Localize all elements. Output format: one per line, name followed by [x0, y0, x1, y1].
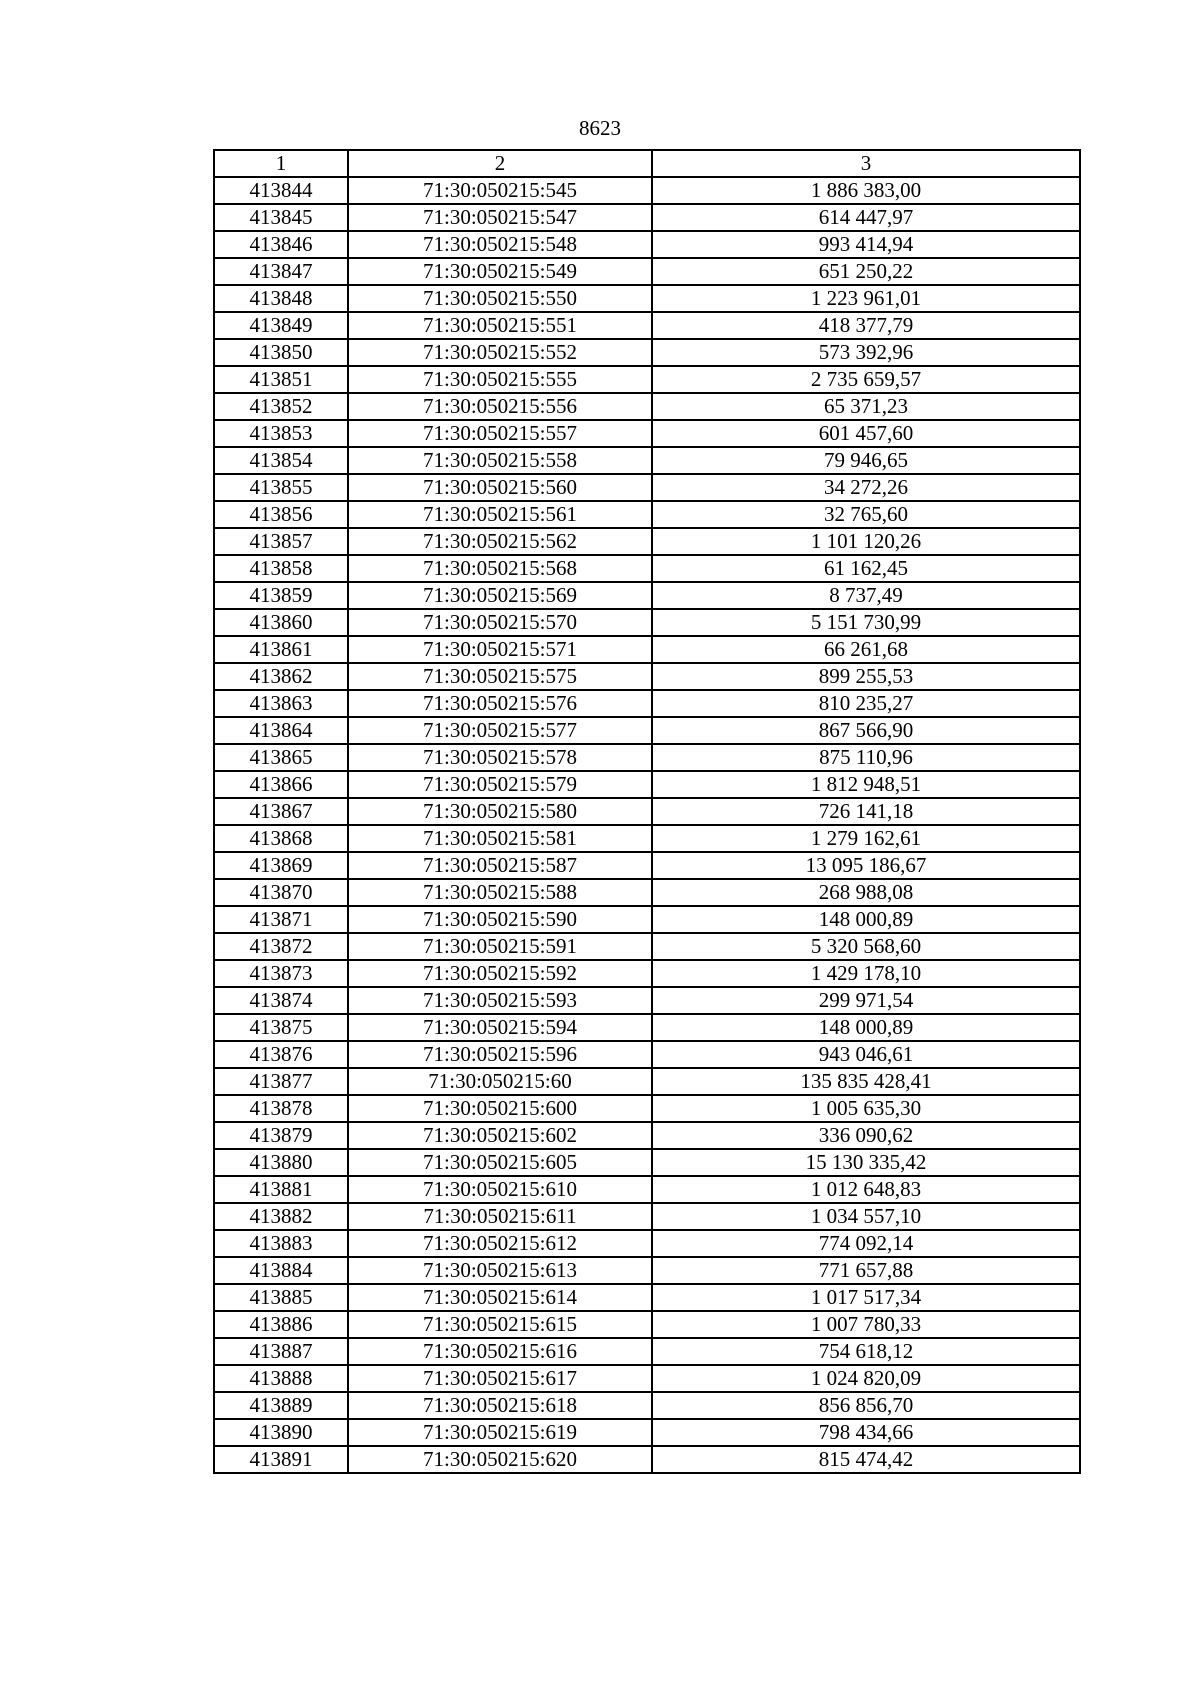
table-row: [214, 609, 1080, 636]
cadastral-number-cell: 71:30:050215:619: [348, 1419, 652, 1446]
table-row: [214, 582, 1080, 609]
table-row: [214, 933, 1080, 960]
column-header-1: 1: [214, 150, 348, 177]
cadastral-number-cell: 71:30:050215:618: [348, 1392, 652, 1419]
row-number-cell: 413861: [214, 636, 348, 663]
table-row: [214, 690, 1080, 717]
row-number-cell: 413866: [214, 771, 348, 798]
table-row: [214, 1446, 1080, 1473]
cadastral-number-cell: 71:30:050215:576: [348, 690, 652, 717]
cadastral-number-cell: 71:30:050215:549: [348, 258, 652, 285]
cadastral-value-cell: 1 005 635,30: [652, 1095, 1080, 1122]
cadastral-value-cell: 573 392,96: [652, 339, 1080, 366]
cadastral-value-cell: 66 261,68: [652, 636, 1080, 663]
table-row: [214, 258, 1080, 285]
cadastral-number-cell: 71:30:050215:602: [348, 1122, 652, 1149]
table-row: [214, 1257, 1080, 1284]
table-row: [214, 987, 1080, 1014]
row-number-cell: 413875: [214, 1014, 348, 1041]
table-row: [214, 1365, 1080, 1392]
cadastral-value-cell: 268 988,08: [652, 879, 1080, 906]
table-row: [214, 1068, 1080, 1095]
row-number-cell: 413857: [214, 528, 348, 555]
table-row: [214, 960, 1080, 987]
row-number-cell: 413847: [214, 258, 348, 285]
row-number-cell: 413872: [214, 933, 348, 960]
table-body: [214, 177, 1080, 1473]
cadastral-value-cell: 418 377,79: [652, 312, 1080, 339]
cadastral-number-cell: 71:30:050215:571: [348, 636, 652, 663]
cadastral-value-cell: 651 250,22: [652, 258, 1080, 285]
table-row: [214, 1338, 1080, 1365]
row-number-cell: 413848: [214, 285, 348, 312]
row-number-cell: 413885: [214, 1284, 348, 1311]
cadastral-value-cell: 601 457,60: [652, 420, 1080, 447]
row-number-cell: 413858: [214, 555, 348, 582]
cadastral-number-cell: 71:30:050215:594: [348, 1014, 652, 1041]
cadastral-value-cell: 15 130 335,42: [652, 1149, 1080, 1176]
table-row: [214, 636, 1080, 663]
cadastral-number-cell: 71:30:050215:596: [348, 1041, 652, 1068]
row-number-cell: 413877: [214, 1068, 348, 1095]
table-row: [214, 555, 1080, 582]
table-row: [214, 312, 1080, 339]
cadastral-value-cell: 1 812 948,51: [652, 771, 1080, 798]
cadastral-value-cell: 867 566,90: [652, 717, 1080, 744]
table-row: [214, 1203, 1080, 1230]
row-number-cell: 413850: [214, 339, 348, 366]
cadastral-number-cell: 71:30:050215:560: [348, 474, 652, 501]
cadastral-value-cell: 61 162,45: [652, 555, 1080, 582]
cadastral-number-cell: 71:30:050215:590: [348, 906, 652, 933]
cadastral-number-cell: 71:30:050215:591: [348, 933, 652, 960]
row-number-cell: 413865: [214, 744, 348, 771]
cadastral-value-cell: 148 000,89: [652, 906, 1080, 933]
table-row: [214, 528, 1080, 555]
cadastral-number-cell: 71:30:050215:568: [348, 555, 652, 582]
row-number-cell: 413871: [214, 906, 348, 933]
cadastral-number-cell: 71:30:050215:579: [348, 771, 652, 798]
table-row: [214, 204, 1080, 231]
table-row: [214, 366, 1080, 393]
cadastral-value-cell: 771 657,88: [652, 1257, 1080, 1284]
row-number-cell: 413845: [214, 204, 348, 231]
page-number: 8623: [579, 116, 621, 140]
cadastral-value-cell: 65 371,23: [652, 393, 1080, 420]
table-row: [214, 744, 1080, 771]
row-number-cell: 413888: [214, 1365, 348, 1392]
cadastral-number-cell: 71:30:050215:611: [348, 1203, 652, 1230]
cadastral-value-cell: 1 017 517,34: [652, 1284, 1080, 1311]
table-row: [214, 798, 1080, 825]
cadastral-value-cell: 810 235,27: [652, 690, 1080, 717]
cadastral-value-cell: 336 090,62: [652, 1122, 1080, 1149]
cadastral-value-cell: 1 012 648,83: [652, 1176, 1080, 1203]
cadastral-number-cell: 71:30:050215:558: [348, 447, 652, 474]
table-row: [214, 1230, 1080, 1257]
row-number-cell: 413852: [214, 393, 348, 420]
table-row: [214, 1041, 1080, 1068]
table-row: [214, 1122, 1080, 1149]
cadastral-number-cell: 71:30:050215:580: [348, 798, 652, 825]
table-row: [214, 447, 1080, 474]
cadastral-value-cell: 754 618,12: [652, 1338, 1080, 1365]
cadastral-value-cell: 5 151 730,99: [652, 609, 1080, 636]
cadastral-number-cell: 71:30:050215:593: [348, 987, 652, 1014]
cadastral-number-cell: 71:30:050215:620: [348, 1446, 652, 1473]
cadastral-value-cell: 815 474,42: [652, 1446, 1080, 1473]
cadastral-number-cell: 71:30:050215:570: [348, 609, 652, 636]
row-number-cell: 413874: [214, 987, 348, 1014]
cadastral-number-cell: 71:30:050215:578: [348, 744, 652, 771]
cadastral-number-cell: 71:30:050215:587: [348, 852, 652, 879]
cadastral-number-cell: 71:30:050215:613: [348, 1257, 652, 1284]
row-number-cell: 413889: [214, 1392, 348, 1419]
cadastral-number-cell: 71:30:050215:561: [348, 501, 652, 528]
cadastral-number-cell: 71:30:050215:612: [348, 1230, 652, 1257]
table-row: [214, 393, 1080, 420]
table-row: [214, 1176, 1080, 1203]
column-header-2: 2: [348, 150, 652, 177]
cadastral-value-cell: 1 223 961,01: [652, 285, 1080, 312]
row-number-cell: 413859: [214, 582, 348, 609]
cadastral-number-cell: 71:30:050215:562: [348, 528, 652, 555]
row-number-cell: 413884: [214, 1257, 348, 1284]
row-number-cell: 413883: [214, 1230, 348, 1257]
cadastral-number-cell: 71:30:050215:581: [348, 825, 652, 852]
table-row: [214, 474, 1080, 501]
row-number-cell: 413870: [214, 879, 348, 906]
table-row: [214, 339, 1080, 366]
row-number-cell: 413856: [214, 501, 348, 528]
cadastral-number-cell: 71:30:050215:552: [348, 339, 652, 366]
table-row: [214, 852, 1080, 879]
row-number-cell: 413853: [214, 420, 348, 447]
cadastral-value-cell: 299 971,54: [652, 987, 1080, 1014]
cadastral-value-cell: 2 735 659,57: [652, 366, 1080, 393]
table-row: [214, 1014, 1080, 1041]
row-number-cell: 413862: [214, 663, 348, 690]
row-number-cell: 413867: [214, 798, 348, 825]
row-number-cell: 413854: [214, 447, 348, 474]
row-number-cell: 413891: [214, 1446, 348, 1473]
cadastral-value-cell: 943 046,61: [652, 1041, 1080, 1068]
row-number-cell: 413873: [214, 960, 348, 987]
row-number-cell: 413855: [214, 474, 348, 501]
row-number-cell: 413860: [214, 609, 348, 636]
table-row: [214, 420, 1080, 447]
cadastral-value-cell: 1 101 120,26: [652, 528, 1080, 555]
cadastral-number-cell: 71:30:050215:615: [348, 1311, 652, 1338]
cadastral-value-cell: 1 007 780,33: [652, 1311, 1080, 1338]
cadastral-value-cell: 856 856,70: [652, 1392, 1080, 1419]
row-number-cell: 413869: [214, 852, 348, 879]
row-number-cell: 413851: [214, 366, 348, 393]
cadastral-value-cell: 148 000,89: [652, 1014, 1080, 1041]
table-row: [214, 501, 1080, 528]
cadastral-number-cell: 71:30:050215:592: [348, 960, 652, 987]
table-row: [214, 231, 1080, 258]
cadastral-value-cell: 875 110,96: [652, 744, 1080, 771]
cadastral-value-cell: 1 429 178,10: [652, 960, 1080, 987]
cadastral-value-cell: 32 765,60: [652, 501, 1080, 528]
table-header-row: [214, 150, 1080, 177]
cadastral-value-cell: 798 434,66: [652, 1419, 1080, 1446]
cadastral-value-cell: 1 279 162,61: [652, 825, 1080, 852]
table-row: [214, 1311, 1080, 1338]
cadastral-value-cell: 726 141,18: [652, 798, 1080, 825]
cadastral-number-cell: 71:30:050215:588: [348, 879, 652, 906]
cadastral-number-cell: 71:30:050215:600: [348, 1095, 652, 1122]
row-number-cell: 413849: [214, 312, 348, 339]
table-row: [214, 285, 1080, 312]
cadastral-number-cell: 71:30:050215:616: [348, 1338, 652, 1365]
row-number-cell: 413844: [214, 177, 348, 204]
row-number-cell: 413846: [214, 231, 348, 258]
cadastral-number-cell: 71:30:050215:575: [348, 663, 652, 690]
cadastral-value-cell: 993 414,94: [652, 231, 1080, 258]
table-row: [214, 879, 1080, 906]
row-number-cell: 413886: [214, 1311, 348, 1338]
row-number-cell: 413879: [214, 1122, 348, 1149]
row-number-cell: 413887: [214, 1338, 348, 1365]
cadastral-number-cell: 71:30:050215:551: [348, 312, 652, 339]
row-number-cell: 413878: [214, 1095, 348, 1122]
table-row: [214, 1419, 1080, 1446]
row-number-cell: 413868: [214, 825, 348, 852]
cadastral-value-cell: 8 737,49: [652, 582, 1080, 609]
table-row: [214, 1095, 1080, 1122]
cadastral-value-cell: 1 024 820,09: [652, 1365, 1080, 1392]
cadastral-number-cell: 71:30:050215:548: [348, 231, 652, 258]
column-header-3: 3: [652, 150, 1080, 177]
cadastral-value-cell: 899 255,53: [652, 663, 1080, 690]
cadastral-number-cell: 71:30:050215:555: [348, 366, 652, 393]
table-row: [214, 717, 1080, 744]
cadastral-number-cell: 71:30:050215:557: [348, 420, 652, 447]
row-number-cell: 413880: [214, 1149, 348, 1176]
row-number-cell: 413882: [214, 1203, 348, 1230]
cadastral-number-cell: 71:30:050215:610: [348, 1176, 652, 1203]
cadastral-value-cell: 13 095 186,67: [652, 852, 1080, 879]
cadastral-value-cell: 774 092,14: [652, 1230, 1080, 1257]
row-number-cell: 413876: [214, 1041, 348, 1068]
cadastral-value-cell: 135 835 428,41: [652, 1068, 1080, 1095]
row-number-cell: 413864: [214, 717, 348, 744]
table-row: [214, 771, 1080, 798]
table-row: [214, 906, 1080, 933]
row-number-cell: 413881: [214, 1176, 348, 1203]
cadastral-value-cell: 5 320 568,60: [652, 933, 1080, 960]
row-number-cell: 413863: [214, 690, 348, 717]
table-row: [214, 1392, 1080, 1419]
cadastral-value-table: [213, 149, 1081, 1474]
cadastral-value-cell: 34 272,26: [652, 474, 1080, 501]
table-row: [214, 177, 1080, 204]
cadastral-value-cell: 1 034 557,10: [652, 1203, 1080, 1230]
cadastral-number-cell: 71:30:050215:556: [348, 393, 652, 420]
cadastral-number-cell: 71:30:050215:545: [348, 177, 652, 204]
table-row: [214, 1284, 1080, 1311]
cadastral-value-cell: 79 946,65: [652, 447, 1080, 474]
cadastral-number-cell: 71:30:050215:547: [348, 204, 652, 231]
table-row: [214, 825, 1080, 852]
cadastral-value-cell: 614 447,97: [652, 204, 1080, 231]
cadastral-number-cell: 71:30:050215:550: [348, 285, 652, 312]
row-number-cell: 413890: [214, 1419, 348, 1446]
cadastral-value-cell: 1 886 383,00: [652, 177, 1080, 204]
cadastral-number-cell: 71:30:050215:577: [348, 717, 652, 744]
cadastral-number-cell: 71:30:050215:569: [348, 582, 652, 609]
cadastral-number-cell: 71:30:050215:617: [348, 1365, 652, 1392]
table-row: [214, 663, 1080, 690]
cadastral-number-cell: 71:30:050215:60: [348, 1068, 652, 1095]
cadastral-number-cell: 71:30:050215:614: [348, 1284, 652, 1311]
table-row: [214, 1149, 1080, 1176]
cadastral-number-cell: 71:30:050215:605: [348, 1149, 652, 1176]
